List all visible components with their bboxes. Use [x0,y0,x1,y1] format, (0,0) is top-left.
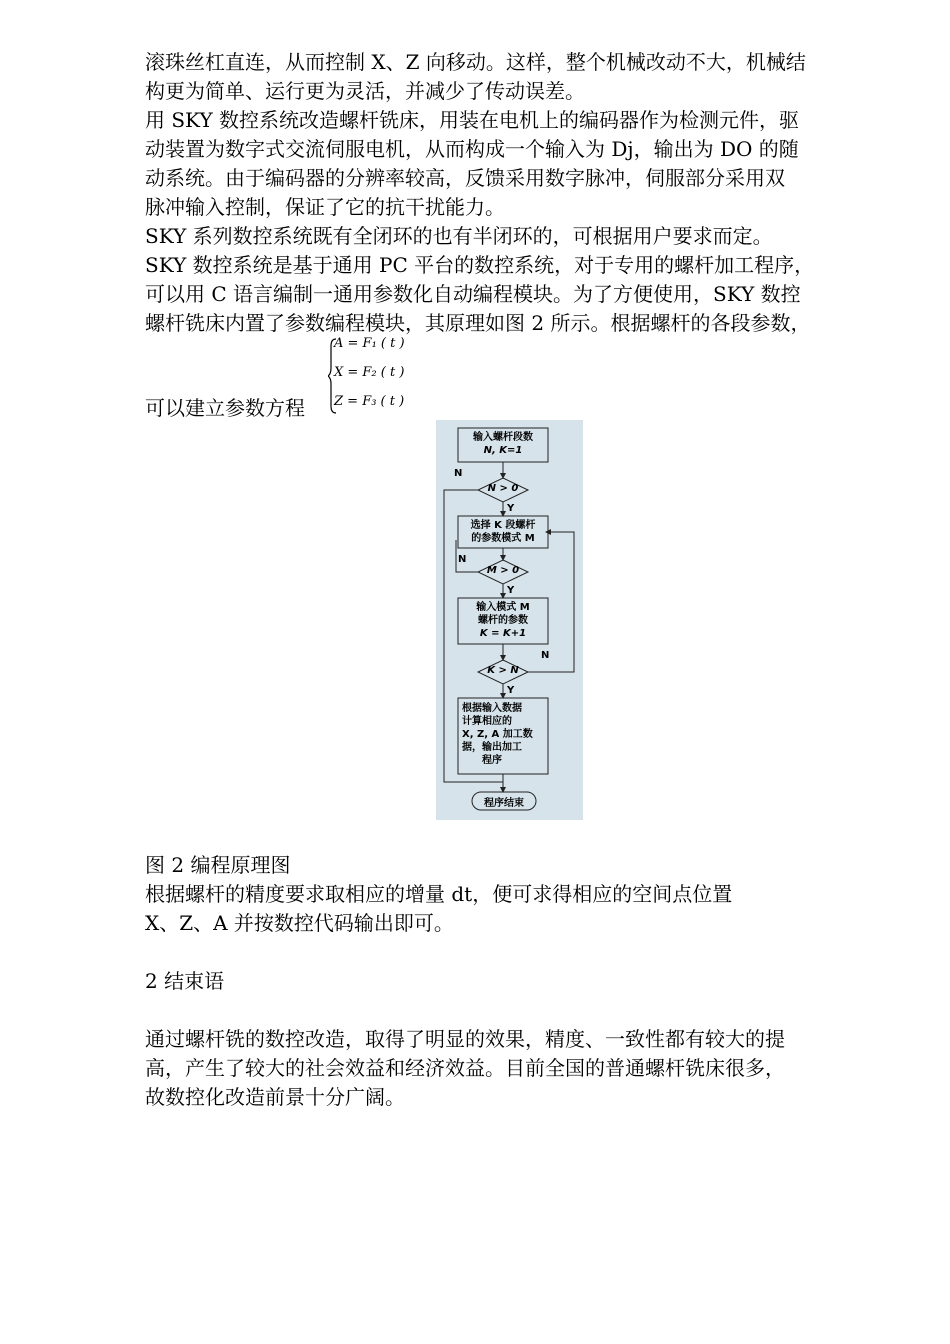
text-line: 动系统。由于编码器的分辨率较高，反馈采用数字脉冲，伺服部分采用双 [145,166,785,190]
flow-box3-label [458,601,548,640]
text-line: 滚珠丝杠直连，从而控制 X、Z 向移动。这样，整个机械改动不大，机械结 [145,50,806,74]
flow-no-label: N [454,468,463,479]
figure-caption: 图 2 编程原理图 [145,853,291,877]
text-line: 根据螺杆的精度要求取相应的增量 dt，便可求得相应的空间点位置 [145,882,733,906]
section-heading: 2 结束语 [145,969,225,993]
flow-text: 螺杆的参数 [478,615,528,626]
flow-dec1-label: N > 0 [487,483,519,494]
flow-text: 的参数模式 M [471,533,535,544]
flow-text: 程序 [482,755,502,766]
flow-text: N, K=1 [483,445,523,456]
text-line: SKY 数控系统是基于通用 PC 平台的数控系统，对于专用的螺杆加工程序， [145,253,815,277]
text-line: 构更为简单、运行更为灵活，并减少了传动误差。 [145,79,585,103]
text-line: 螺杆铣床内置了参数编程模块，其原理如图 2 所示。根据螺杆的各段参数， [145,311,811,335]
flow-text: 根据输入数据 [462,703,522,714]
text-line: 用 SKY 数控系统改造螺杆铣床，用装在电机上的编码器作为检测元件，驱 [145,108,800,132]
flow-text: 输入模式 M [476,602,530,613]
flow-text: 输入螺杆段数 [473,432,533,443]
text-line: 脉冲输入控制，保证了它的抗干扰能力。 [145,195,505,219]
flow-text: 据，输出加工 [462,742,522,753]
flow-text: K = K+1 [479,628,527,639]
flow-no-label: N [458,554,467,565]
flow-text: X, Z, A 加工数 [462,729,533,740]
equation-z: Z = F₃ ( t ) [334,394,405,409]
text-line: SKY 系列数控系统既有全闭环的也有半闭环的，可根据用户要求而定。 [145,224,773,248]
text-line: X、Z、A 并按数控代码输出即可。 [145,911,454,935]
flow-box2-label [458,519,548,545]
flow-no-label: N [541,650,550,661]
flow-yes-label: Y [507,503,515,514]
text-line: 可以用 C 语言编制一通用参数化自动编程模块。为了方便使用，SKY 数控 [145,282,801,306]
flow-end-label: 程序结束 [484,798,524,809]
flow-text: 选择 K 段螺杆 [470,520,536,531]
text-line: 通过螺杆铣的数控改造，取得了明显的效果，精度、一致性都有较大的提 [145,1027,785,1051]
parametric-equations [328,336,418,416]
text-line: 可以建立参数方程 [145,396,305,420]
flow-yes-label: Y [507,685,515,696]
text-line: 动装置为数字式交流伺服电机，从而构成一个输入为 Dj，输出为 DO 的随 [145,137,799,161]
equation-a: A = F₁ ( t ) [334,336,405,351]
flow-yes-label: Y [507,585,515,596]
text-line: 高，产生了较大的社会效益和经济效益。目前全国的普通螺杆铣床很多， [145,1056,785,1080]
equation-x: X = F₂ ( t ) [334,365,405,380]
text-line: 故数控化改造前景十分广阔。 [145,1085,405,1109]
flow-dec2-label: M > 0 [486,565,520,576]
flow-dec3-label: K > N [487,665,519,676]
flow-text: 计算相应的 [462,716,512,727]
flowchart-figure [436,420,583,820]
flow-box1-label [458,431,548,457]
flow-box4-label [462,702,548,767]
